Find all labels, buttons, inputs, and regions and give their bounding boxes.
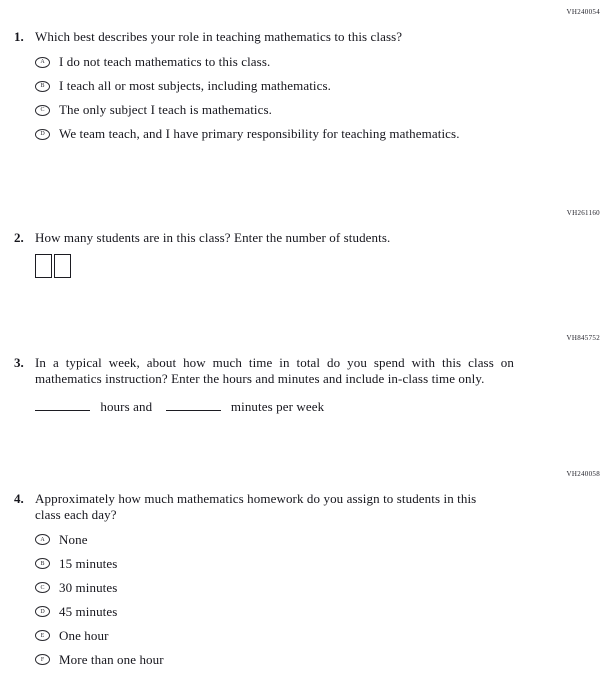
- option-label: More than one hour: [59, 651, 164, 667]
- question-2-text: How many students are in this class? Enter the number of students.: [35, 229, 391, 245]
- minutes-label: minutes per week: [230, 399, 325, 414]
- option-label: 45 minutes: [59, 603, 118, 619]
- oval-letter: D: [40, 608, 45, 615]
- option-label: One hour: [59, 627, 109, 643]
- oval-letter: C: [40, 107, 45, 113]
- option-row: [35, 103, 600, 118]
- response-oval[interactable]: [35, 129, 50, 140]
- option-row: [35, 580, 600, 595]
- hours-blank[interactable]: [35, 398, 90, 411]
- option-label: 30 minutes: [59, 579, 118, 595]
- response-oval[interactable]: [35, 606, 50, 617]
- digit-box-tens[interactable]: [35, 254, 52, 278]
- response-oval[interactable]: [35, 81, 50, 92]
- question-4: [14, 470, 600, 676]
- response-oval[interactable]: [35, 630, 50, 641]
- oval-letter: A: [40, 59, 45, 65]
- student-count-entry: [35, 254, 600, 278]
- oval-letter: A: [40, 536, 45, 543]
- question-1-number: 1.: [14, 29, 24, 44]
- question-1: [14, 8, 600, 151]
- item-code-1: VH240054: [566, 8, 600, 16]
- option-label: 15 minutes: [59, 555, 118, 571]
- question-1-text: Which best describes your role in teaching mathematics to this class?: [35, 29, 403, 44]
- oval-letter: C: [40, 584, 45, 591]
- response-oval[interactable]: [35, 558, 50, 569]
- option-label: I do not teach mathematics to this class.: [59, 54, 271, 69]
- question-2-number: 2.: [14, 229, 24, 245]
- oval-letter: E: [40, 632, 45, 639]
- option-row: [35, 532, 600, 547]
- time-entry-row: [35, 398, 600, 415]
- hours-label: hours and: [100, 399, 153, 414]
- option-row: [35, 127, 600, 142]
- item-code-4: VH240058: [566, 470, 600, 478]
- response-oval[interactable]: [35, 534, 50, 545]
- oval-letter: B: [40, 560, 45, 567]
- question-3: [14, 334, 600, 415]
- option-row: [35, 604, 600, 619]
- option-label: We team teach, and I have primary responsibility for teaching mathematics.: [59, 126, 460, 141]
- response-oval[interactable]: [35, 57, 50, 68]
- option-label: None: [59, 531, 88, 547]
- question-4-options: [35, 532, 600, 667]
- option-label: I teach all or most subjects, including mathematics.: [59, 78, 331, 93]
- option-row: [35, 628, 600, 643]
- question-1-options: [35, 55, 600, 142]
- question-3-text: In a typical week, about how much time in total do you spend with this class on mathematics instruction? Enter the hours and minutes and include in-class time only.: [35, 355, 514, 386]
- oval-letter: B: [40, 83, 45, 89]
- item-code-2: VH261160: [566, 208, 600, 217]
- response-oval[interactable]: [35, 654, 50, 665]
- digit-box-ones[interactable]: [54, 254, 71, 278]
- response-oval[interactable]: [35, 105, 50, 116]
- question-2: [14, 209, 600, 279]
- item-code-3: VH845752: [566, 334, 600, 342]
- oval-letter: D: [40, 131, 45, 137]
- option-row: [35, 652, 600, 667]
- oval-letter: F: [40, 656, 45, 663]
- minutes-blank[interactable]: [166, 398, 221, 411]
- option-label: The only subject I teach is mathematics.: [59, 102, 273, 117]
- response-oval[interactable]: [35, 582, 50, 593]
- question-4-number: 4.: [14, 491, 24, 506]
- option-row: [35, 55, 600, 70]
- option-row: [35, 556, 600, 571]
- question-4-text: Approximately how much mathematics homework do you assign to students in this class each day?: [35, 491, 477, 522]
- option-row: [35, 79, 600, 94]
- question-3-number: 3.: [14, 355, 24, 370]
